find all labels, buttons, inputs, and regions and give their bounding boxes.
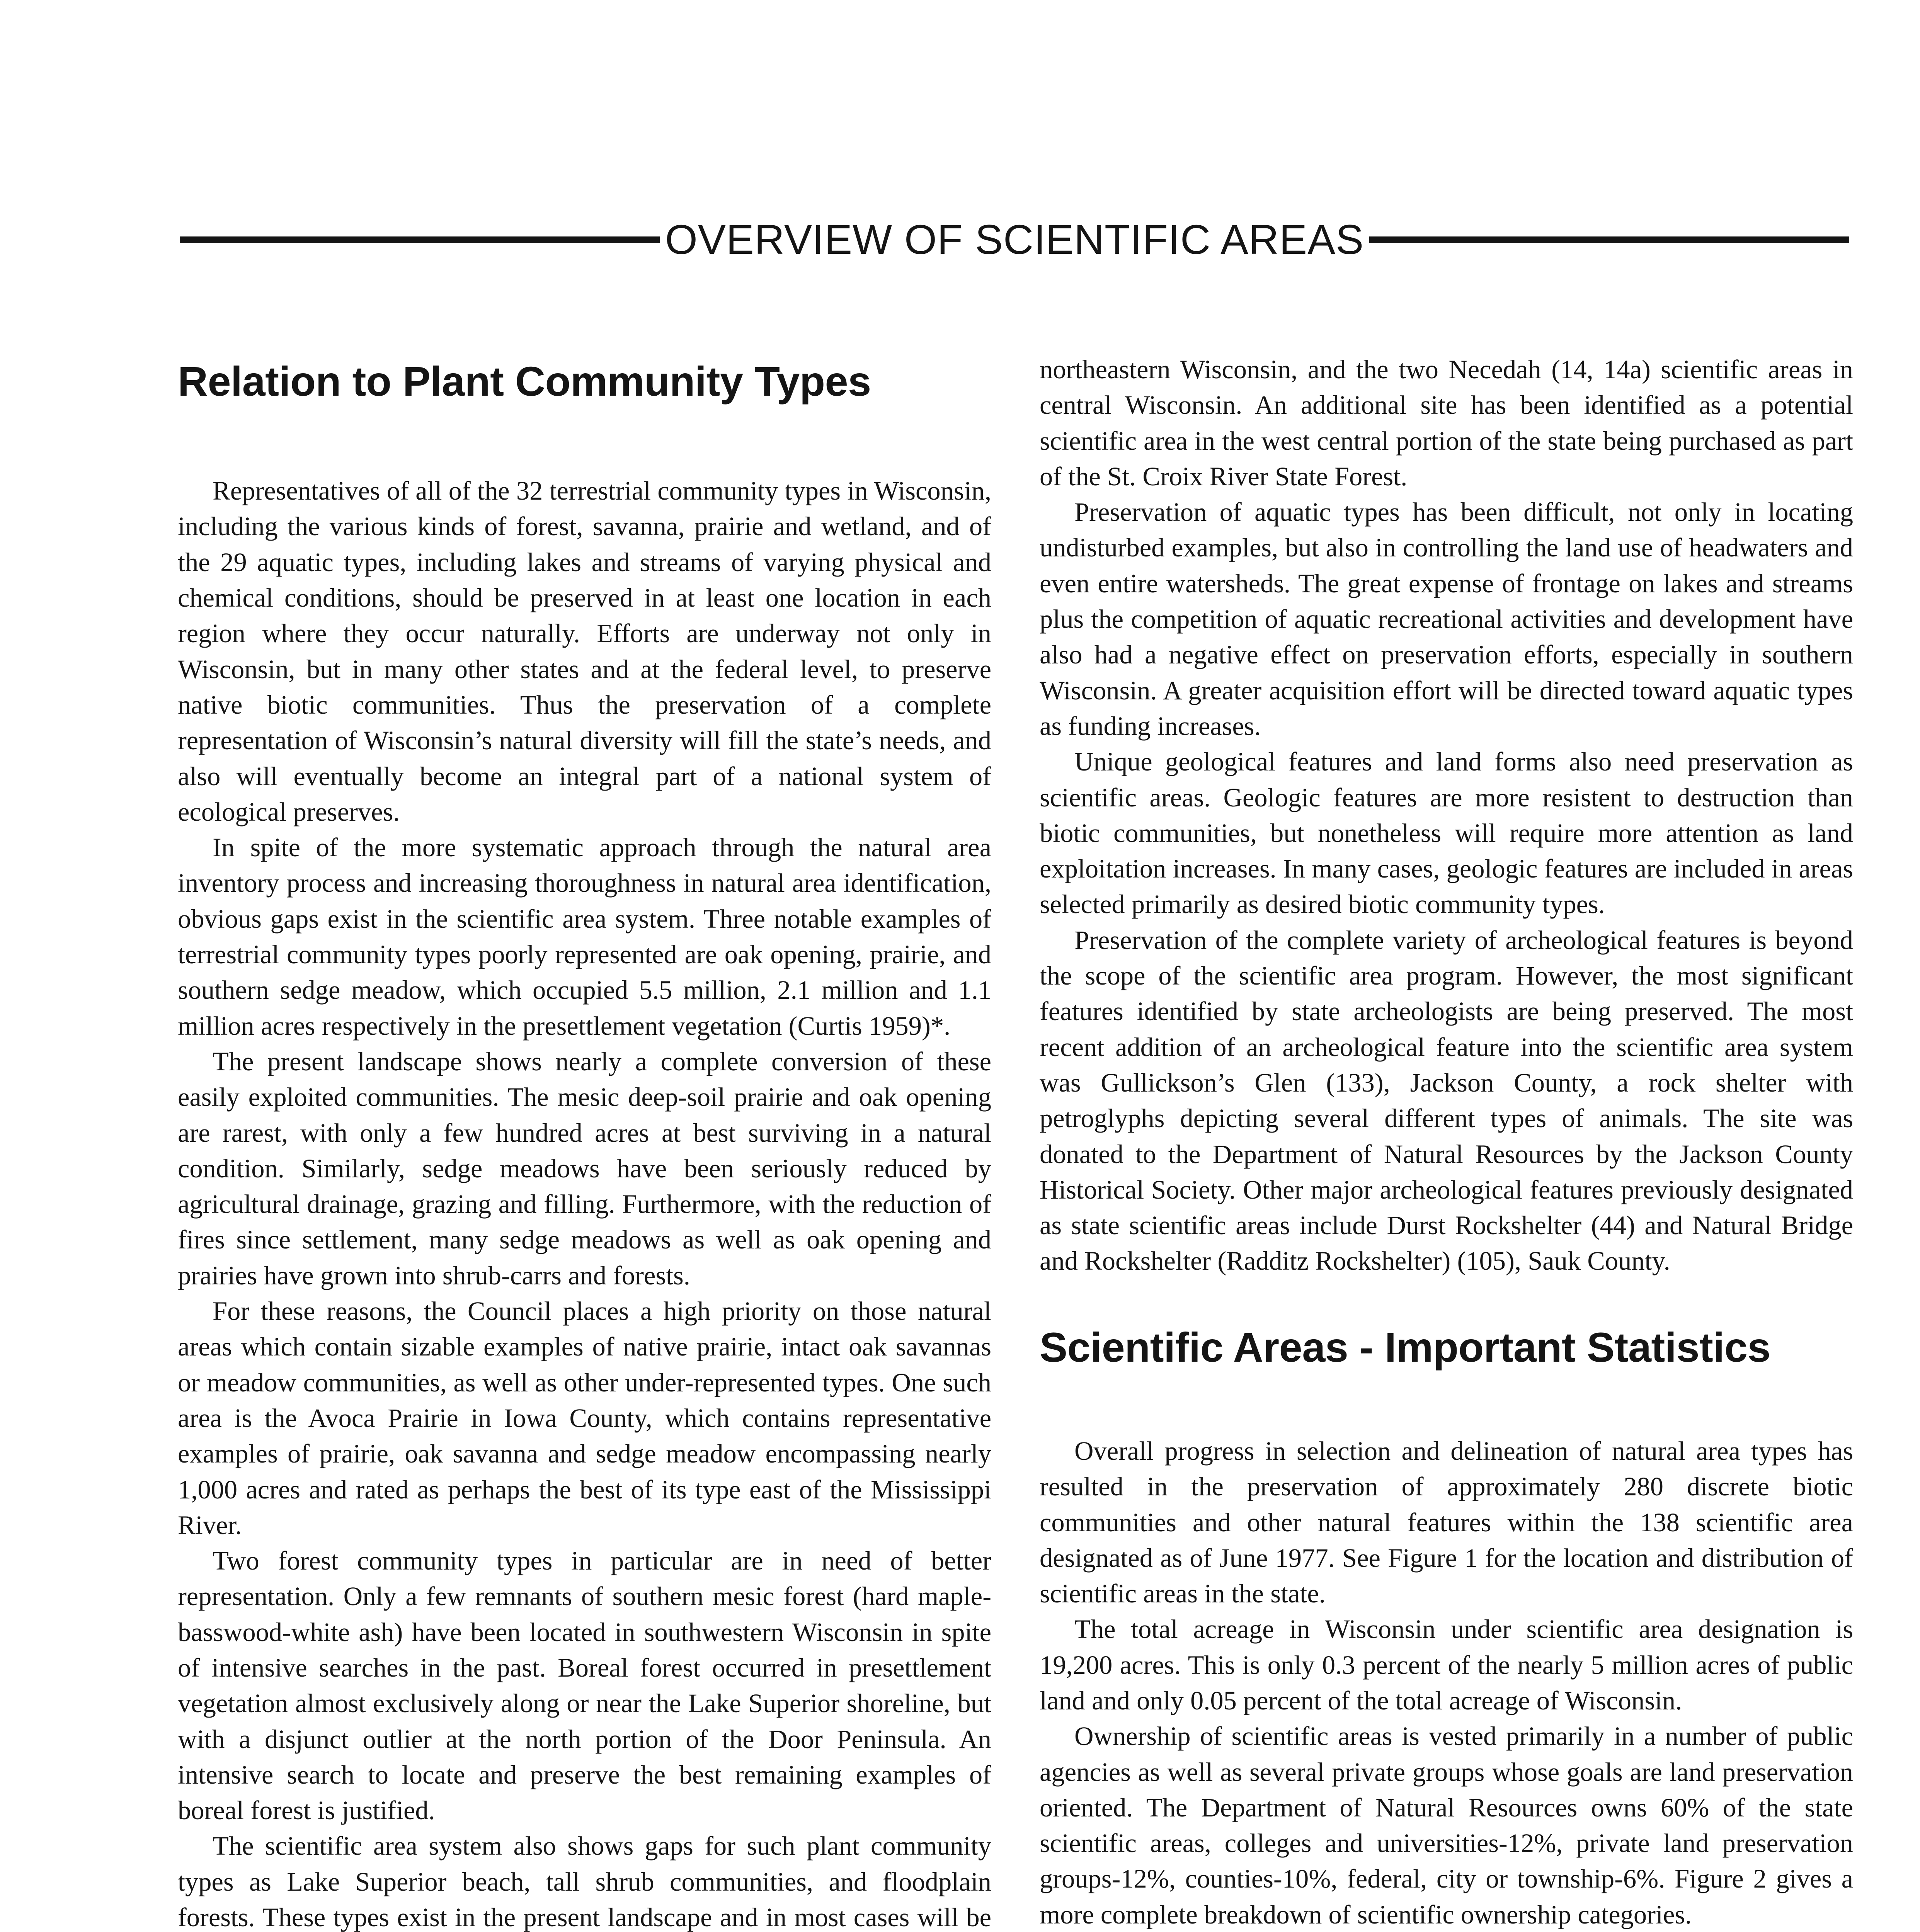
paragraph: Unique geological features and land forms also need preservation as scientific areas. Geologic features are more resistent to destruction than biotic communities, but nonetheless will require more attention as land exploitation increases. In many cases, geologic features are included in areas selected primarily as desired biotic community types. (1040, 747, 1853, 919)
paragraph: Ownership of scientific areas is vested primarily in a number of public agencies as well as several private groups whose goals are land preservation oriented. The Department of Natural Resources owns 60% of the state scientific areas, colleges and universities-12%, private land preservation groups-12%, counties-10%, federal, city or township-6%. Figure 2 gives a more complete breakdown of scientific ownership categories. (1040, 1721, 1853, 1929)
header-rule-left (180, 236, 660, 243)
section-header (180, 216, 1849, 263)
paragraph: In spite of the more systematic approach through the natural area inventory process and increasing thoroughness in natural area identification, obvious gaps exist in the scientific area system. Three notable examples of terrestrial community types poorly represented are oak opening, prairie, and southern sedge meadow, which occupied 5.5 million, 2.1 million and 1.1 million acres respectively in the presettlement vegetation (Curtis 1959)*. (178, 833, 991, 1041)
paragraph-continued: northeastern Wisconsin, and the two Necedah (14, 14a) scientific areas in central Wisconsin. An additional site has been identified as a potential scientific area in the west central portion of the state being purchased as part of the St. Croix River State Forest. (1040, 355, 1853, 491)
paragraph: Preservation of aquatic types has been difficult, not only in locating undisturbed examples, but also in controlling the land use of headwaters and even entire watersheds. The great expense of frontage on lakes and streams plus the competition of aquatic recreational activities and development have also had a negative effect on preservation efforts, especially in southern Wisconsin. A greater acquisition effort will be directed toward aquatic types as funding increases. (1040, 497, 1853, 741)
paragraph: Two forest community types in particular are in need of better representation. Only a few remnants of southern mesic forest (hard maple-basswood-white ash) have been located in southwestern Wisconsin in spite of intensive searches in the past. Boreal forest occurred in presettlement vegetation almost exclusively along or near the Lake Superior shoreline, but with a disjunct outlier at the north portion of the Door Peninsula. An intensive search to locate and preserve the best remaining examples of boreal forest is justified. (178, 1546, 991, 1825)
paragraph: Overall progress in selection and delineation of natural area types has resulted in the preservation of approximately 280 discrete biotic communities and other natural features within the 138 scientific area designated as of June 1977. See Figure 1 for the location and distribution of scientific areas in the state. (1040, 1436, 1853, 1609)
heading-important-statistics: Scientific Areas - Important Statistics (1040, 1323, 1771, 1371)
paragraph: Representatives of all of the 32 terrestrial community types in Wisconsin, including the various kinds of forest, savanna, prairie and wetland, and of the 29 aquatic types, including lakes and streams of varying physical and chemical conditions, should be preserved in at least one location in each region where they occur naturally. Efforts are underway not only in Wisconsin, but in many other states and at the federal level, to preserve native biotic communities. Thus the preservation of a complete representation of Wisconsin’s natural diversity will fill the state’s needs, and also will eventually become an integral part of a national system of ecological preserves. (178, 476, 991, 827)
paragraph: Preservation of the complete variety of archeological features is beyond the scope of the scientific area program. However, the most significant features identified by state archeologists are being preserved. The most recent addition of an archeological feature into the scientific area system was Gullickson’s Glen (133), Jackson County, a rock shelter with petroglyphs depicting several different types of animals. The site was donated to the Department of Natural Resources by the Jackson County Historical Society. Other major archeological features previously designated as state scientific areas include Durst Rockshelter (44) and Natural Bridge and Rockshelter (Radditz Rockshelter) (105), Sauk County. (1040, 925, 1853, 1276)
right-column (1040, 352, 1853, 1932)
section-title: OVERVIEW OF SCIENTIFIC AREAS (665, 216, 1364, 263)
paragraph: The total acreage in Wisconsin under scientific area designation is 19,200 acres. This is only 0.3 percent of the nearly 5 million acres of public land and only 0.05 percent of the total acreage of Wisconsin. (1040, 1614, 1853, 1715)
header-rule-right (1369, 236, 1849, 243)
left-column (178, 350, 991, 1932)
paragraph: The scientific area system also shows gaps for such plant community types as Lake Superior beach, tall shrub communities, and floodplain forests. These types exist in the present landscape and in most cases will be (178, 1831, 991, 1932)
paragraph: For these reasons, the Council places a high priority on those natural areas which contain sizable examples of native prairie, intact oak savannas or meadow communities, as well as other under-represented types. One such area is the Avoca Prairie in Iowa County, which contains representative examples of prairie, oak savanna and sedge meadow encompassing nearly 1,000 acres and rated as perhaps the best of its type east of the Mississippi River. (178, 1296, 991, 1540)
paragraph: The present landscape shows nearly a complete conversion of these easily exploited communities. The mesic deep-soil prairie and oak opening are rarest, with only a few hundred acres at best surviving in a natural condition. Similarly, sedge meadows have been seriously reduced by agricultural drainage, grazing and filling. Furthermore, with the reduction of fires since settlement, many sedge meadows as well as oak opening and prairies have grown into shrub-carrs and forests. (178, 1046, 991, 1290)
heading-plant-community-types: Relation to Plant Community Types (178, 358, 871, 405)
